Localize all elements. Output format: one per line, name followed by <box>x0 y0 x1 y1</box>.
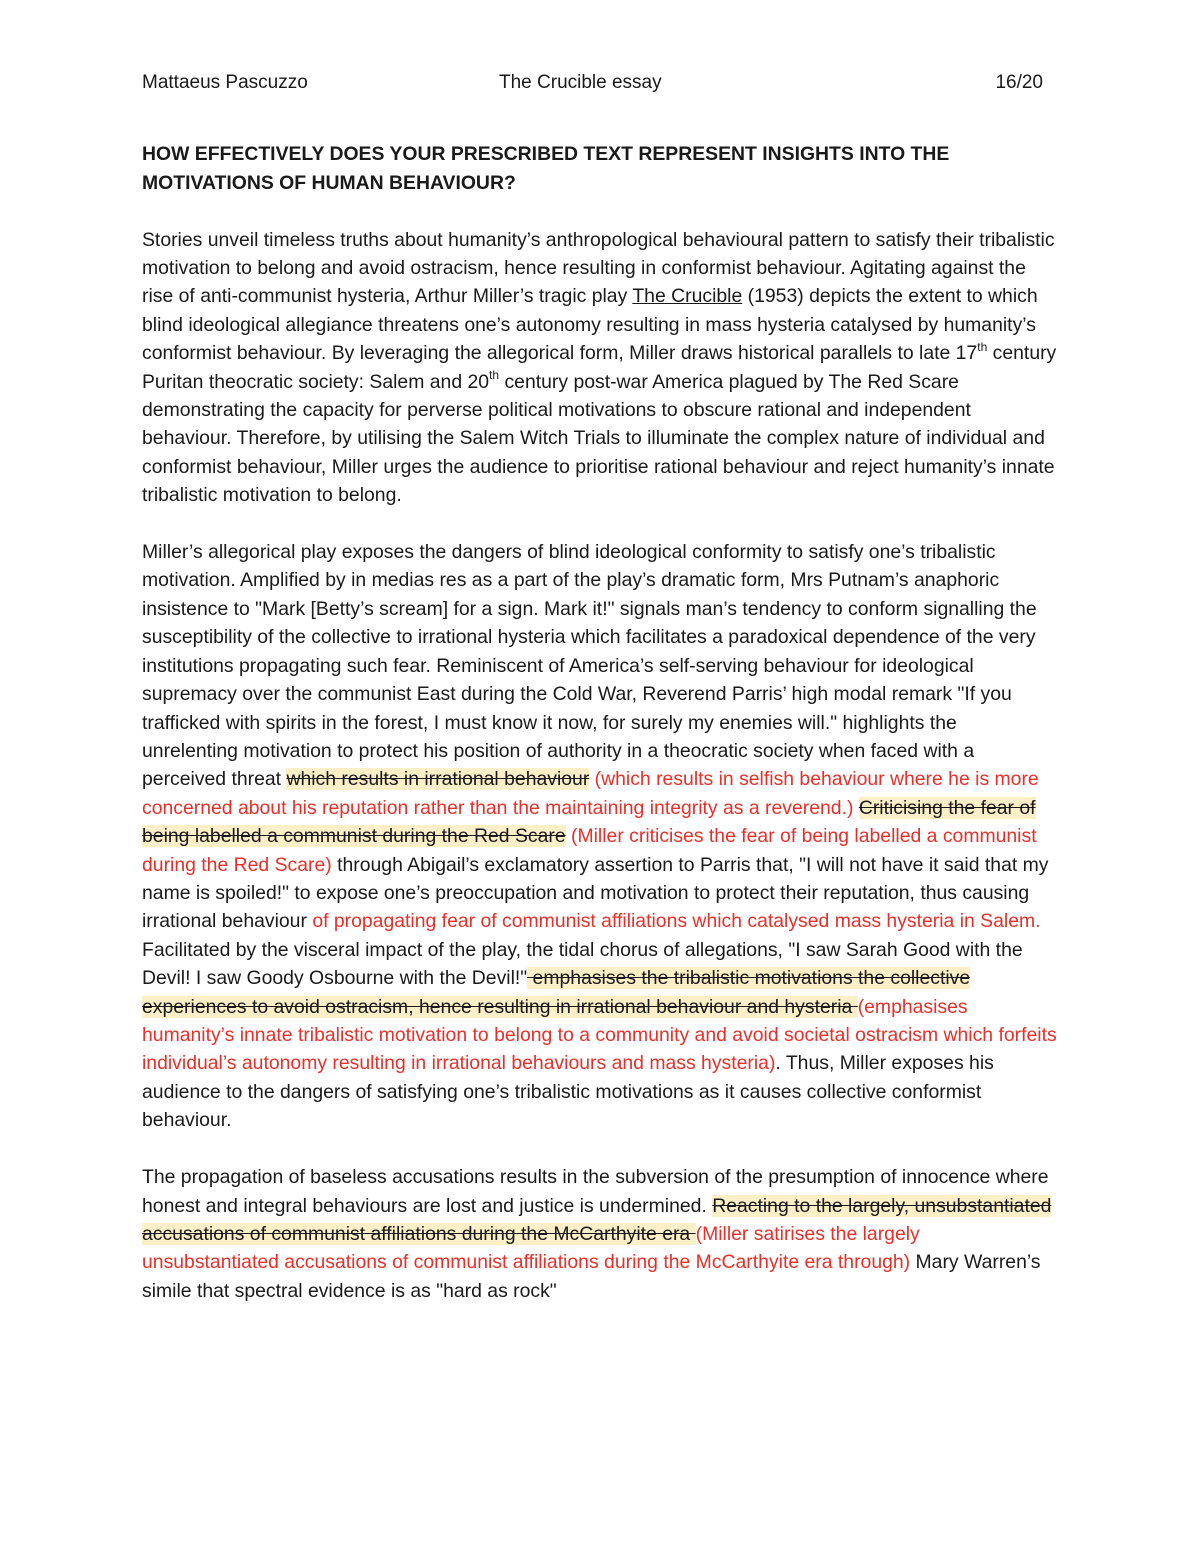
introduction-paragraph <box>142 226 1057 510</box>
struck-text: which results in irrational behaviour <box>286 768 590 791</box>
essay-score: 16/20 <box>995 72 1043 93</box>
text-run: Mary Warren’s simile that spectral evidence is as "hard as rock" <box>142 1251 1041 1302</box>
correction-text: (which results in selfish behaviour where he is more concerned about his reputation rather than the maintaining integrity as a reverend.) <box>142 768 1039 819</box>
correction-text: (Miller satirises the largely unsubstantiated accusations of communist affiliations during the McCarthyite era through) <box>142 1222 920 1274</box>
correction-text: (emphasises humanity’s innate tribalistic motivation to belong to a community and avoid societal ostracism which forfeits individual’s autonomy resulting in irrational behaviours and mass hysteria) <box>142 995 1057 1075</box>
struck-text: emphasises the tribalistic motivations the collective experiences to avoid ostracism, hence resulting in irrational behaviour and hysteria <box>142 967 971 1018</box>
text-run: Miller’s allegorical play exposes the dangers of blind ideological conformity to satisfy one’s tribalistic motivation. Amplified by in medias res as a part of the play’s dramatic form, Mrs Putnam’s anaphoric insistence to "Mark [Betty’s scream] for a sign. Mark it!" signals man’s tendency to conform signalling the susceptibility of the collective to irrational hysteria which facilitates a paradoxical dependence of the very institutions propagating such fear. Reminiscent of America’s self-serving behaviour for ideological supremacy over the communist East during the Cold War, Reverend Parris’ high modal remark "If you trafficked with spirits in the forest, I must know it now, for surely my enemies will." highlights the unrelenting motivation to protect his position of authority in a theocratic society when faced with a perceived threat <box>142 541 1037 791</box>
essay-question: HOW EFFECTIVELY DOES YOUR PRESCRIBED TEXT REPRESENT INSIGHTS INTO THE MOTIVATIONS OF HUMAN BEHAVIOUR? <box>142 143 950 194</box>
text-run: The propagation of baseless accusations results in the subversion of the presumption of innocence where honest and integral behaviours are lost and justice is undermined. <box>142 1166 1049 1217</box>
text-run: . Thus, Miller exposes his audience to the dangers of satisfying one’s tribalistic motivations as it causes collective conformist behaviour. <box>142 1052 994 1132</box>
correction-text: of propagating fear of communist affiliations which catalysed mass hysteria in Salem. <box>312 910 1041 933</box>
text-run: Facilitated by the visceral impact of the play, the tidal chorus of allegations, "I saw Sarah Good with the Devil! I saw Goody Osbourne with the Devil!" <box>142 938 1023 990</box>
struck-text: Criticising the fear of being labelled a communist during the Red Scare <box>142 796 1036 848</box>
superscript: th <box>977 339 988 354</box>
play-title: The Crucible <box>632 285 743 308</box>
essay-page <box>142 68 1062 1305</box>
correction-text: (Miller criticises the fear of being labelled a communist during the Red Scare) <box>142 825 1037 876</box>
superscript: th <box>489 368 500 383</box>
page-header <box>142 68 1062 100</box>
text-run: (1953) depicts the extent to which blind ideological allegiance threatens one’s autonomy resulting in mass hysteria catalysed by humanity’s conformist behaviour. By leveraging the allegorical form, Miller draws historical parallels to late 17 <box>142 285 1038 365</box>
text-run: Stories unveil timeless truths about humanity’s anthropological behavioural pattern to satisfy their tribalistic motivation to belong and avoid ostracism, hence resulting in conformist behaviour. Agitating against the rise of anti-communist hysteria, Arthur Miller’s tragic play <box>142 228 1055 308</box>
struck-text: Reacting to the largely, unsubstantiated accusations of communist affiliations during the McCarthyite era <box>142 1194 1052 1245</box>
text-run: through Abigail’s exclamatory assertion to Parris that, "I will not have it said that my name is spoiled!" to expose one’s preoccupation and motivation to protect their reputation, thus causing irrational behaviour <box>142 853 1049 933</box>
text-run: century Puritan theocratic society: Salem and 20 <box>142 342 1057 393</box>
body-paragraph-1 <box>142 538 1057 1135</box>
author-name: Mattaeus Pascuzzo <box>142 72 308 93</box>
essay-title: The Crucible essay <box>499 72 662 93</box>
text-run: century post-war America plagued by The Red Scare demonstrating the capacity for perverse political motivations to obscure rational and independent behaviour. Therefore, by utilising the Salem Witch Trials to illuminate the complex nature of individual and conformist behaviour, Miller urges the audience to prioritise rational behaviour and reject humanity’s innate tribalistic motivation to belong. <box>142 370 1055 507</box>
body-paragraph-2 <box>142 1163 1057 1305</box>
